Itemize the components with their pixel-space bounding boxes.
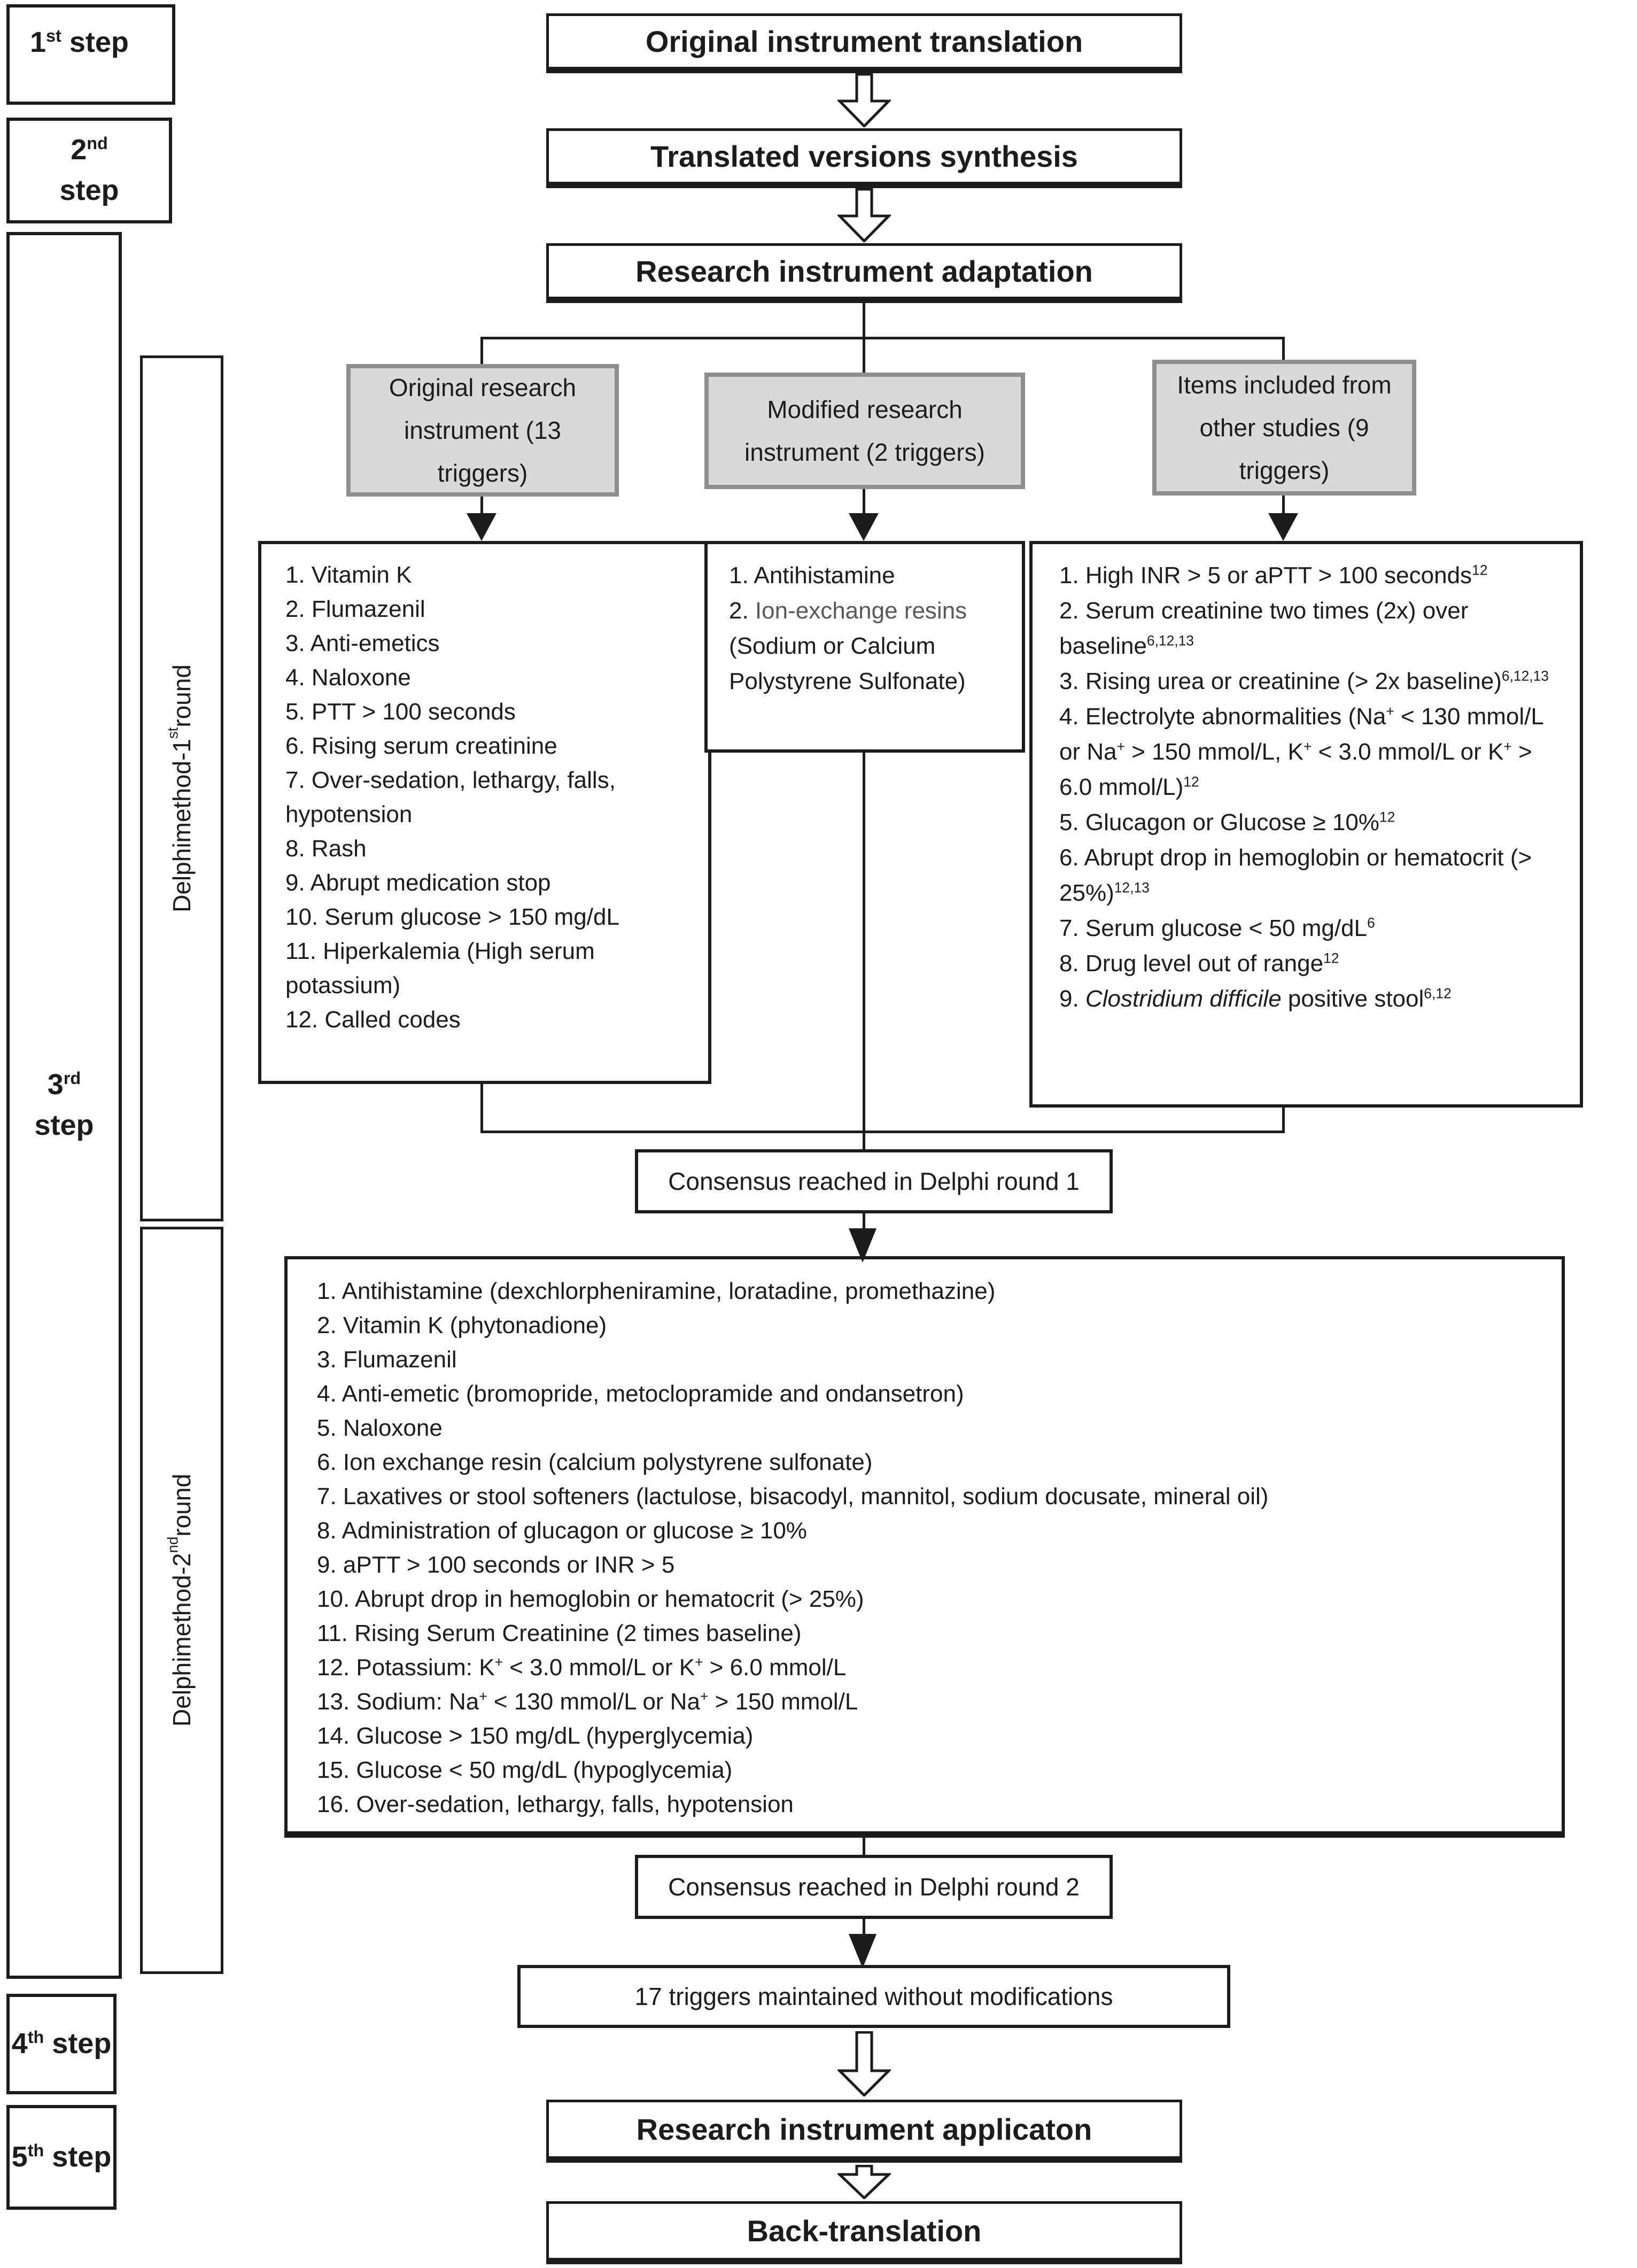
list-item: 3. Rising urea or creatinine (> 2x baseline)$^{6,12,13}$ xyxy=(1059,668,1549,694)
list-item: 2. Ion-exchange resins (Sodium or Calcium Polystyrene Sulfonate) xyxy=(729,598,967,694)
hollow-down-arrow-icon xyxy=(837,73,891,127)
list-item: 8. Administration of glucagon or glucose ≥ 10% xyxy=(317,1518,807,1544)
branch-line xyxy=(480,337,1285,339)
step-1-box xyxy=(6,4,175,105)
list-item: 1. Antihistamine (dexchlorpheniramine, loratadine, promethazine) xyxy=(317,1278,996,1304)
list-item: 2. Serum creatinine two times (2x) over baseline$^{6,12,13}$ xyxy=(1059,598,1469,659)
list-item: 9. aPTT > 100 seconds or INR > 5 xyxy=(317,1552,675,1578)
back-translation-box xyxy=(546,2201,1182,2264)
list-item: 5. PTT > 100 seconds xyxy=(285,699,516,725)
consensus-round-1-box xyxy=(635,1149,1113,1213)
step-4-box xyxy=(6,1994,117,2094)
list-item: 10. Abrupt drop in hemoglobin or hematocrit (> 25%) xyxy=(317,1586,864,1612)
modified-research-instrument-box xyxy=(704,373,1025,489)
filled-down-arrowhead-icon xyxy=(848,1228,878,1263)
original-research-instrument-box xyxy=(346,364,619,497)
step-2-box xyxy=(6,118,172,223)
list-item: 14. Glucose > 150 mg/dL (hyperglycemia) xyxy=(317,1723,754,1749)
list-item: 7. Serum glucose < 50 $mg/dL^6$ xyxy=(1059,915,1375,941)
list-item: 13. Sodium: Na+ < 130 mmol/L or Na+ > 150 mmol/L xyxy=(317,1688,858,1715)
translated-versions-synthesis-box xyxy=(546,128,1182,188)
list-item: 2. Vitamin K (phytonadione) xyxy=(317,1312,607,1338)
list-item: 9. Abrupt medication stop xyxy=(285,870,551,896)
step-3-box xyxy=(6,232,122,1979)
list-box-original-triggers xyxy=(258,541,711,1084)
list-item: 9. Clostridium difficile positive stool$^{6,12}$ xyxy=(1059,985,1452,1012)
delphi-round-1-box xyxy=(140,355,223,1221)
list-item: 11. Rising Serum Creatinine (2 times baseline) xyxy=(317,1620,802,1646)
research-instrument-adaptation-label: Research instrument adaptation xyxy=(635,254,1093,288)
modified-research-instrument-label: Modified research instrument (2 triggers) xyxy=(744,396,985,466)
list-item: 5. Naloxone xyxy=(317,1415,443,1441)
consensus-round-2-label: Consensus reached in Delphi round 2 xyxy=(668,1873,1080,1901)
list-item: 6. Abrupt drop in hemoglobin or hematocrit (> 25%)$^{12,13}$ xyxy=(1059,845,1532,906)
list-box-other-studies-triggers xyxy=(1029,541,1583,1108)
list-item: 4. Anti-emetic (bromopride, metoclopramide and ondansetron) xyxy=(317,1381,964,1407)
delphi-round-2-box xyxy=(140,1227,223,1974)
list-item: 16. Over-sedation, lethargy, falls, hypotension xyxy=(317,1791,794,1817)
list-item: 3rd xyxy=(47,1069,81,1101)
consensus-round-1-label: Consensus reached in Delphi round 1 xyxy=(668,1167,1080,1195)
original-instrument-translation-label: Original instrument translation xyxy=(645,25,1083,58)
translated-versions-synthesis-label: Translated versions synthesis xyxy=(650,140,1078,173)
list-item: 1. Antihistamine xyxy=(729,562,895,589)
list-item: step xyxy=(34,1109,94,1141)
list-item: 8. Drug level out of range$^{12}$ xyxy=(1059,950,1339,977)
list-item: 5th step xyxy=(11,2141,112,2173)
list-box-modified-triggers xyxy=(704,541,1025,753)
list-item: 12. Potassium: K+ < 3.0 mmol/L or K+ > 6.0 mmol/L xyxy=(317,1654,847,1681)
list-item: 8. Rash xyxy=(285,835,367,862)
consensus-round-2-box xyxy=(635,1855,1113,1919)
connector-line xyxy=(863,337,865,377)
hollow-down-arrow-icon xyxy=(837,2165,891,2199)
hollow-down-arrow-icon xyxy=(837,188,891,242)
items-other-studies-label: Items included from other studies (9 triggers) xyxy=(1177,371,1392,484)
list-item: 15. Glucose < 50 mg/dL (hypoglycemia) xyxy=(317,1757,733,1783)
list-item: 1. High INR > 5 or aPTT > 100 seconds$^{12}$ xyxy=(1059,562,1488,589)
filled-down-arrowhead-icon xyxy=(848,1934,878,1968)
list-item: 6. Rising serum creatinine xyxy=(285,733,557,759)
list-item: 1st step xyxy=(30,26,129,58)
back-translation-label: Back-translation xyxy=(747,2214,982,2248)
filled-down-arrowhead-icon xyxy=(466,513,498,541)
list-box-round2-triggers xyxy=(284,1256,1565,1838)
list-item: 7. Laxatives or stool softeners (lactulose, bisacodyl, mannitol, sodium docusate, mineral oil) xyxy=(317,1483,1269,1510)
list-item: 3. Anti-emetics xyxy=(285,630,440,656)
triggers-maintained-box xyxy=(517,1965,1230,2028)
list-item: 4. Electrolyte abnormalities (Na+ < 130 mmol/L or Na+ > 150 mmol/L, K+ < 3.0 mmol/L or K+ > 6.0 mmol/L)$^{12}$ xyxy=(1059,703,1543,800)
list-item: 6. Ion exchange resin (calcium polystyrene sulfonate) xyxy=(317,1449,873,1475)
connector-line xyxy=(863,722,865,1155)
list-item: 11. Hiperkalemia (High serum potassium) xyxy=(285,938,595,998)
list-item: step xyxy=(59,174,119,206)
research-instrument-application-label: Research instrument applicaton xyxy=(636,2112,1092,2146)
filled-down-arrowhead-icon xyxy=(848,513,880,541)
list-item: 2nd xyxy=(71,134,108,166)
original-research-instrument-label: Original research instrument (13 triggers) xyxy=(389,374,577,487)
research-instrument-application-box xyxy=(546,2100,1182,2163)
list-item: 5. Glucagon or Glucose ≥ 10%$^{12}$ xyxy=(1059,809,1395,835)
original-instrument-translation-box xyxy=(546,13,1182,73)
list-item: 12. Called codes xyxy=(285,1007,461,1033)
list-item: 7. Over-sedation, lethargy, falls, hypotension xyxy=(285,767,616,827)
step-5-box xyxy=(6,2105,117,2210)
merge-line xyxy=(480,1131,1285,1133)
list-item: 4. Naloxone xyxy=(285,664,411,691)
delphi-round-1-label: Delphimethod-1stround xyxy=(164,664,196,912)
connector-line xyxy=(863,485,865,517)
items-other-studies-box xyxy=(1152,360,1416,496)
list-item: 2. Flumazenil xyxy=(285,596,425,622)
hollow-down-arrow-icon xyxy=(837,2031,891,2096)
triggers-maintained-label: 17 triggers maintained without modifications xyxy=(634,1983,1113,2010)
filled-down-arrowhead-icon xyxy=(1267,513,1299,541)
list-item: 1. Vitamin K xyxy=(285,562,412,588)
delphi-round-2-label: Delphimethod-2ndround xyxy=(164,1474,196,1727)
research-instrument-adaptation-box xyxy=(546,243,1182,303)
list-item: 3. Flumazenil xyxy=(317,1346,457,1373)
list-item: 10. Serum glucose > 150 mg/dL xyxy=(285,904,619,930)
connector-line xyxy=(863,299,865,339)
list-item: 4th step xyxy=(11,2027,112,2060)
